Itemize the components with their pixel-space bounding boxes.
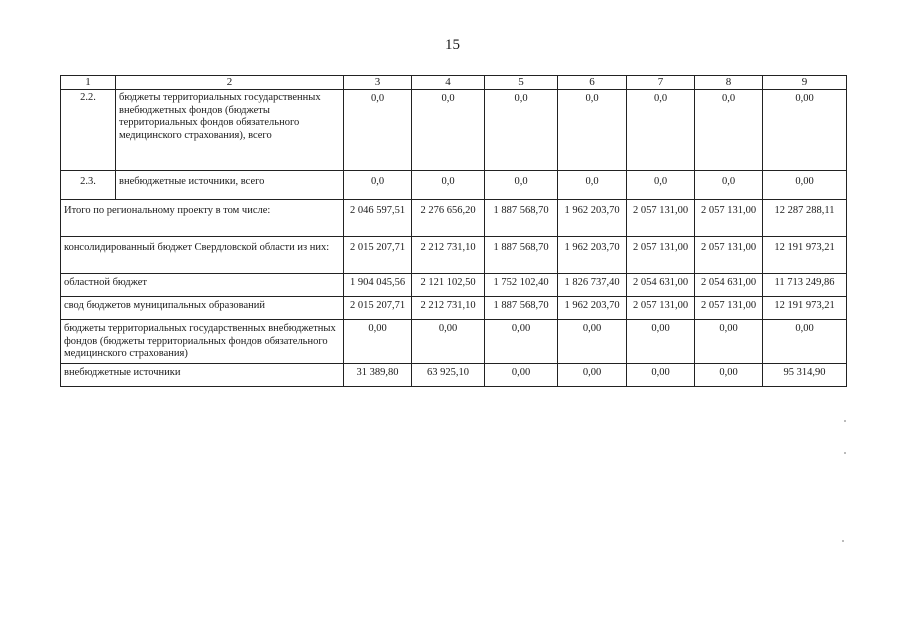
scan-speck bbox=[842, 540, 844, 542]
table-header-row bbox=[61, 76, 847, 90]
table-cell: 0,0 bbox=[412, 90, 485, 171]
table-cell: 2 054 631,00 bbox=[627, 274, 695, 297]
row-index: 2.3. bbox=[61, 171, 116, 200]
table-row bbox=[61, 90, 847, 171]
table-cell: 1 887 568,70 bbox=[485, 237, 558, 274]
table-cell: 1 962 203,70 bbox=[558, 297, 627, 320]
row-label: областной бюджет bbox=[61, 274, 344, 297]
column-header: 5 bbox=[485, 76, 558, 90]
table-cell: 31 389,80 bbox=[344, 363, 412, 386]
column-header: 1 bbox=[61, 76, 116, 90]
table-cell: 2 015 207,71 bbox=[344, 297, 412, 320]
column-header: 9 bbox=[763, 76, 847, 90]
table-cell: 0,0 bbox=[627, 171, 695, 200]
table-cell: 63 925,10 bbox=[412, 363, 485, 386]
table-row bbox=[61, 171, 847, 200]
table-cell: 0,00 bbox=[485, 320, 558, 364]
table-cell: 1 826 737,40 bbox=[558, 274, 627, 297]
table-cell: 1 962 203,70 bbox=[558, 237, 627, 274]
table-row bbox=[61, 297, 847, 320]
table-cell: 1 887 568,70 bbox=[485, 200, 558, 237]
table-cell: 0,0 bbox=[412, 171, 485, 200]
row-label: консолидированный бюджет Свердловской области из них: bbox=[61, 237, 344, 274]
table-row bbox=[61, 237, 847, 274]
table-cell: 2 054 631,00 bbox=[695, 274, 763, 297]
table-cell: 0,0 bbox=[485, 171, 558, 200]
table-cell: 0,0 bbox=[558, 90, 627, 171]
budget-table bbox=[60, 75, 847, 387]
table-cell: 0,00 bbox=[627, 320, 695, 364]
table-row bbox=[61, 200, 847, 237]
table-cell: 0,00 bbox=[695, 320, 763, 364]
table-cell: 2 212 731,10 bbox=[412, 237, 485, 274]
table-cell: 0,00 bbox=[485, 363, 558, 386]
table-cell: 12 191 973,21 bbox=[763, 237, 847, 274]
column-header: 2 bbox=[116, 76, 344, 90]
table-cell: 0,00 bbox=[558, 363, 627, 386]
table-cell: 2 121 102,50 bbox=[412, 274, 485, 297]
scan-speck bbox=[844, 420, 846, 422]
row-label: внебюджетные источники, всего bbox=[116, 171, 344, 200]
table-cell: 0,00 bbox=[763, 171, 847, 200]
table-cell: 1 962 203,70 bbox=[558, 200, 627, 237]
row-label: свод бюджетов муниципальных образований bbox=[61, 297, 344, 320]
table-cell: 0,0 bbox=[485, 90, 558, 171]
table-cell: 12 287 288,11 bbox=[763, 200, 847, 237]
row-label: бюджеты территориальных государственных внебюджетных фондов (бюджеты территориальных фондов обязательного медицинского страхования) bbox=[61, 320, 344, 364]
table-cell: 2 212 731,10 bbox=[412, 297, 485, 320]
table-cell: 2 057 131,00 bbox=[695, 237, 763, 274]
table-cell: 2 057 131,00 bbox=[695, 297, 763, 320]
table-cell: 0,00 bbox=[558, 320, 627, 364]
scan-speck bbox=[844, 452, 846, 454]
table-cell: 95 314,90 bbox=[763, 363, 847, 386]
table-cell: 0,0 bbox=[344, 90, 412, 171]
row-label: внебюджетные источники bbox=[61, 363, 344, 386]
table-cell: 0,00 bbox=[695, 363, 763, 386]
table-row bbox=[61, 274, 847, 297]
table-cell: 1 904 045,56 bbox=[344, 274, 412, 297]
table-cell: 0,00 bbox=[627, 363, 695, 386]
table-cell: 1 752 102,40 bbox=[485, 274, 558, 297]
table-cell: 0,00 bbox=[344, 320, 412, 364]
table-cell: 2 057 131,00 bbox=[627, 237, 695, 274]
table-cell: 0,0 bbox=[695, 171, 763, 200]
table-cell: 2 057 131,00 bbox=[627, 200, 695, 237]
column-header: 3 bbox=[344, 76, 412, 90]
table-row bbox=[61, 363, 847, 386]
column-header: 4 bbox=[412, 76, 485, 90]
page-number: 15 bbox=[445, 37, 460, 53]
table-cell: 11 713 249,86 bbox=[763, 274, 847, 297]
table-cell: 0,0 bbox=[344, 171, 412, 200]
table-cell: 2 276 656,20 bbox=[412, 200, 485, 237]
table-cell: 0,00 bbox=[763, 320, 847, 364]
table-cell: 2 015 207,71 bbox=[344, 237, 412, 274]
table-cell: 12 191 973,21 bbox=[763, 297, 847, 320]
table-cell: 1 887 568,70 bbox=[485, 297, 558, 320]
table-cell: 0,0 bbox=[695, 90, 763, 171]
row-index: 2.2. bbox=[61, 90, 116, 171]
column-header: 6 bbox=[558, 76, 627, 90]
table-cell: 2 057 131,00 bbox=[695, 200, 763, 237]
table-cell: 2 046 597,51 bbox=[344, 200, 412, 237]
table-cell: 0,0 bbox=[558, 171, 627, 200]
column-header: 7 bbox=[627, 76, 695, 90]
table-cell: 0,00 bbox=[412, 320, 485, 364]
column-header: 8 bbox=[695, 76, 763, 90]
table-row bbox=[61, 320, 847, 364]
table-cell: 0,0 bbox=[627, 90, 695, 171]
table-cell: 2 057 131,00 bbox=[627, 297, 695, 320]
row-label: Итого по региональному проекту в том числе: bbox=[61, 200, 344, 237]
table-cell: 0,00 bbox=[763, 90, 847, 171]
row-label: бюджеты территориальных государственных внебюджетных фондов (бюджеты территориальных фондов обязательного медицинского страхования), всего bbox=[116, 90, 344, 171]
